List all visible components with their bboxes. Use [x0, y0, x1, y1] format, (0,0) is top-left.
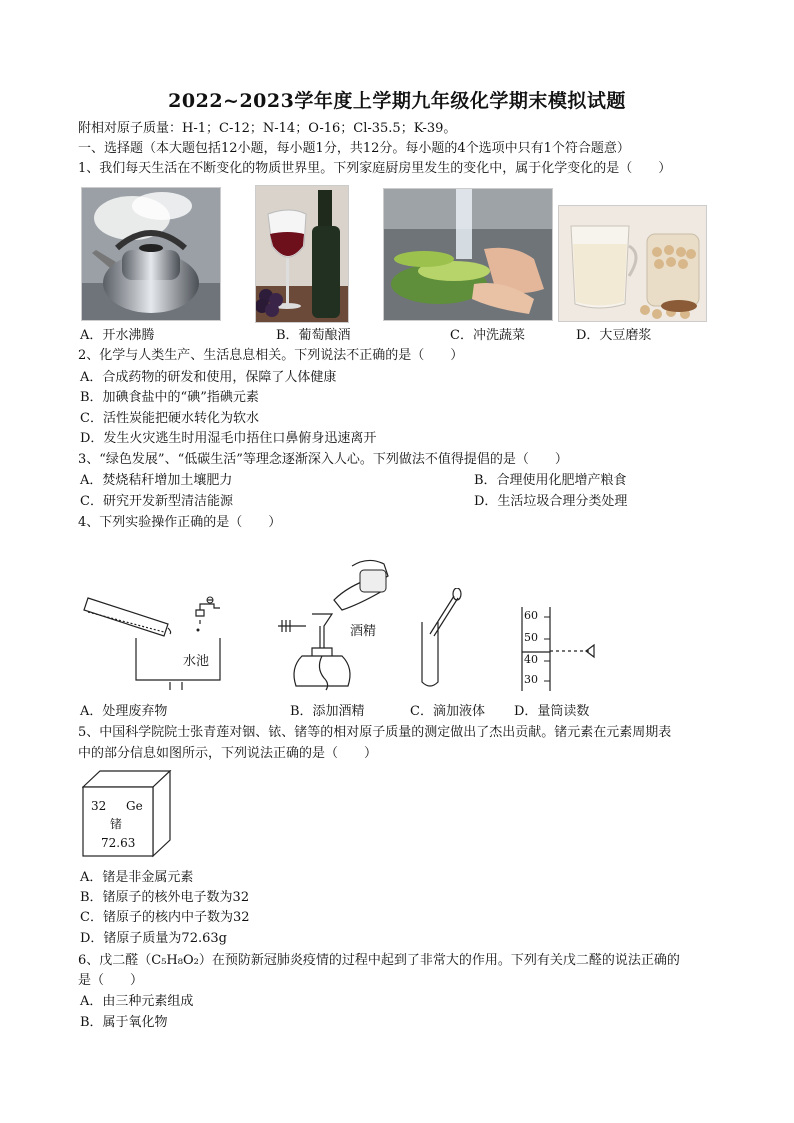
q4-option-a: A．处理废弃物: [80, 704, 168, 719]
q3-option-c: C．研究开发新型清洁能源: [80, 494, 233, 509]
q5-option-b: B．锗原子的核外电子数为32: [80, 890, 250, 905]
q4-option-d: D．量筒读数: [514, 704, 590, 719]
tick-30: 30: [524, 673, 538, 686]
element-name: 锗: [110, 817, 123, 831]
q2-option-d: D．发生火灾逃生时用湿毛巾捂住口鼻俯身迅速离开: [80, 431, 377, 446]
wine-photo: [255, 185, 349, 323]
q2-stem: 2、化学与人类生产、生活息息相关。下列说法不正确的是（ ）: [78, 348, 464, 363]
q2-option-b: B．加碘食盐中的“碘”指碘元素: [80, 390, 259, 405]
kettle-photo: [81, 187, 221, 321]
q6-stem-line2: 是（ ）: [78, 973, 144, 988]
q4-option-b: B．添加酒精: [290, 704, 365, 719]
q3-option-b: B．合理使用化肥增产粮食: [474, 473, 627, 488]
q6-stem-line1: 6、戊二醛（C₅H₈O₂）在预防新冠肺炎疫情的过程中起到了非常大的作用。下列有关戊二醛的说法正确的: [78, 953, 680, 968]
q6-option-b: B．属于氧化物: [80, 1015, 168, 1030]
q3-option-d: D．生活垃圾合理分类处理: [474, 494, 628, 509]
q1-option-c: C．冲洗蔬菜: [450, 328, 525, 343]
waste-disposal-figure: [80, 590, 230, 695]
tick-60: 60: [524, 609, 538, 622]
q1-stem: 1、我们每天生活在不断变化的物质世界里。下列家庭厨房里发生的变化中，属于化学变化的是（ ）: [78, 161, 672, 176]
q1-option-a: A．开水沸腾: [80, 328, 155, 343]
sink-label: 水池: [183, 654, 210, 669]
q5-stem-line2: 中的部分信息如图所示，下列说法正确的是（ ）: [78, 746, 378, 761]
section-heading: 一、选择题（本大题包括12小题，每小题1分，共12分。每小题的4个选项中只有1个符合题意）: [78, 141, 630, 156]
q3-stem: 3、“绿色发展”、“低碳生活”等理念逐渐深入人心。下列做法不值得提倡的是（ ）: [78, 452, 568, 467]
soymilk-photo: [558, 205, 707, 322]
q6-option-a: A．由三种元素组成: [80, 994, 194, 1009]
q3-option-a: A．焚烧秸秆增加土壤肥力: [80, 473, 233, 488]
q2-option-a: A．合成药物的研发和使用，保障了人体健康: [80, 370, 337, 385]
q4-stem: 4、下列实验操作正确的是（ ）: [78, 515, 282, 530]
tick-40: 40: [524, 653, 538, 666]
alcohol-label: 酒精: [350, 624, 377, 639]
q1-option-d: D．大豆磨浆: [576, 328, 652, 343]
element-symbol: Ge: [126, 799, 143, 813]
q5-option-c: C．锗原子的核内中子数为32: [80, 910, 250, 925]
atomic-mass-note: 附相对原子质量：H-1；C-12；N-14；O-16；Cl-35.5；K-39。: [78, 121, 457, 136]
q4-option-c: C．滴加液体: [410, 704, 485, 719]
germanium-element-card: [82, 770, 172, 860]
q5-option-d: D．锗原子质量为72.63g: [80, 931, 227, 946]
q2-option-c: C．活性炭能把硬水转化为软水: [80, 411, 259, 426]
q1-option-b: B．葡萄酿酒: [276, 328, 351, 343]
tick-50: 50: [524, 631, 538, 644]
add-alcohol-figure: [272, 556, 402, 696]
washing-vegetables-photo: [383, 188, 553, 321]
atomic-mass: 72.63: [101, 836, 136, 850]
q5-stem-line1: 5、中国科学院院士张青莲对铟、铱、锗等的相对原子质量的测定做出了杰出贡献。锗元素在元素周期表: [78, 725, 672, 740]
cylinder-figure: [520, 605, 610, 695]
q5-option-a: A．锗是非金属元素: [80, 870, 194, 885]
exam-title: 2022~2023学年度上学期九年级化学期末模拟试题: [168, 90, 626, 112]
drop-liquid-figure: [410, 588, 470, 693]
atomic-number: 32: [91, 799, 107, 813]
